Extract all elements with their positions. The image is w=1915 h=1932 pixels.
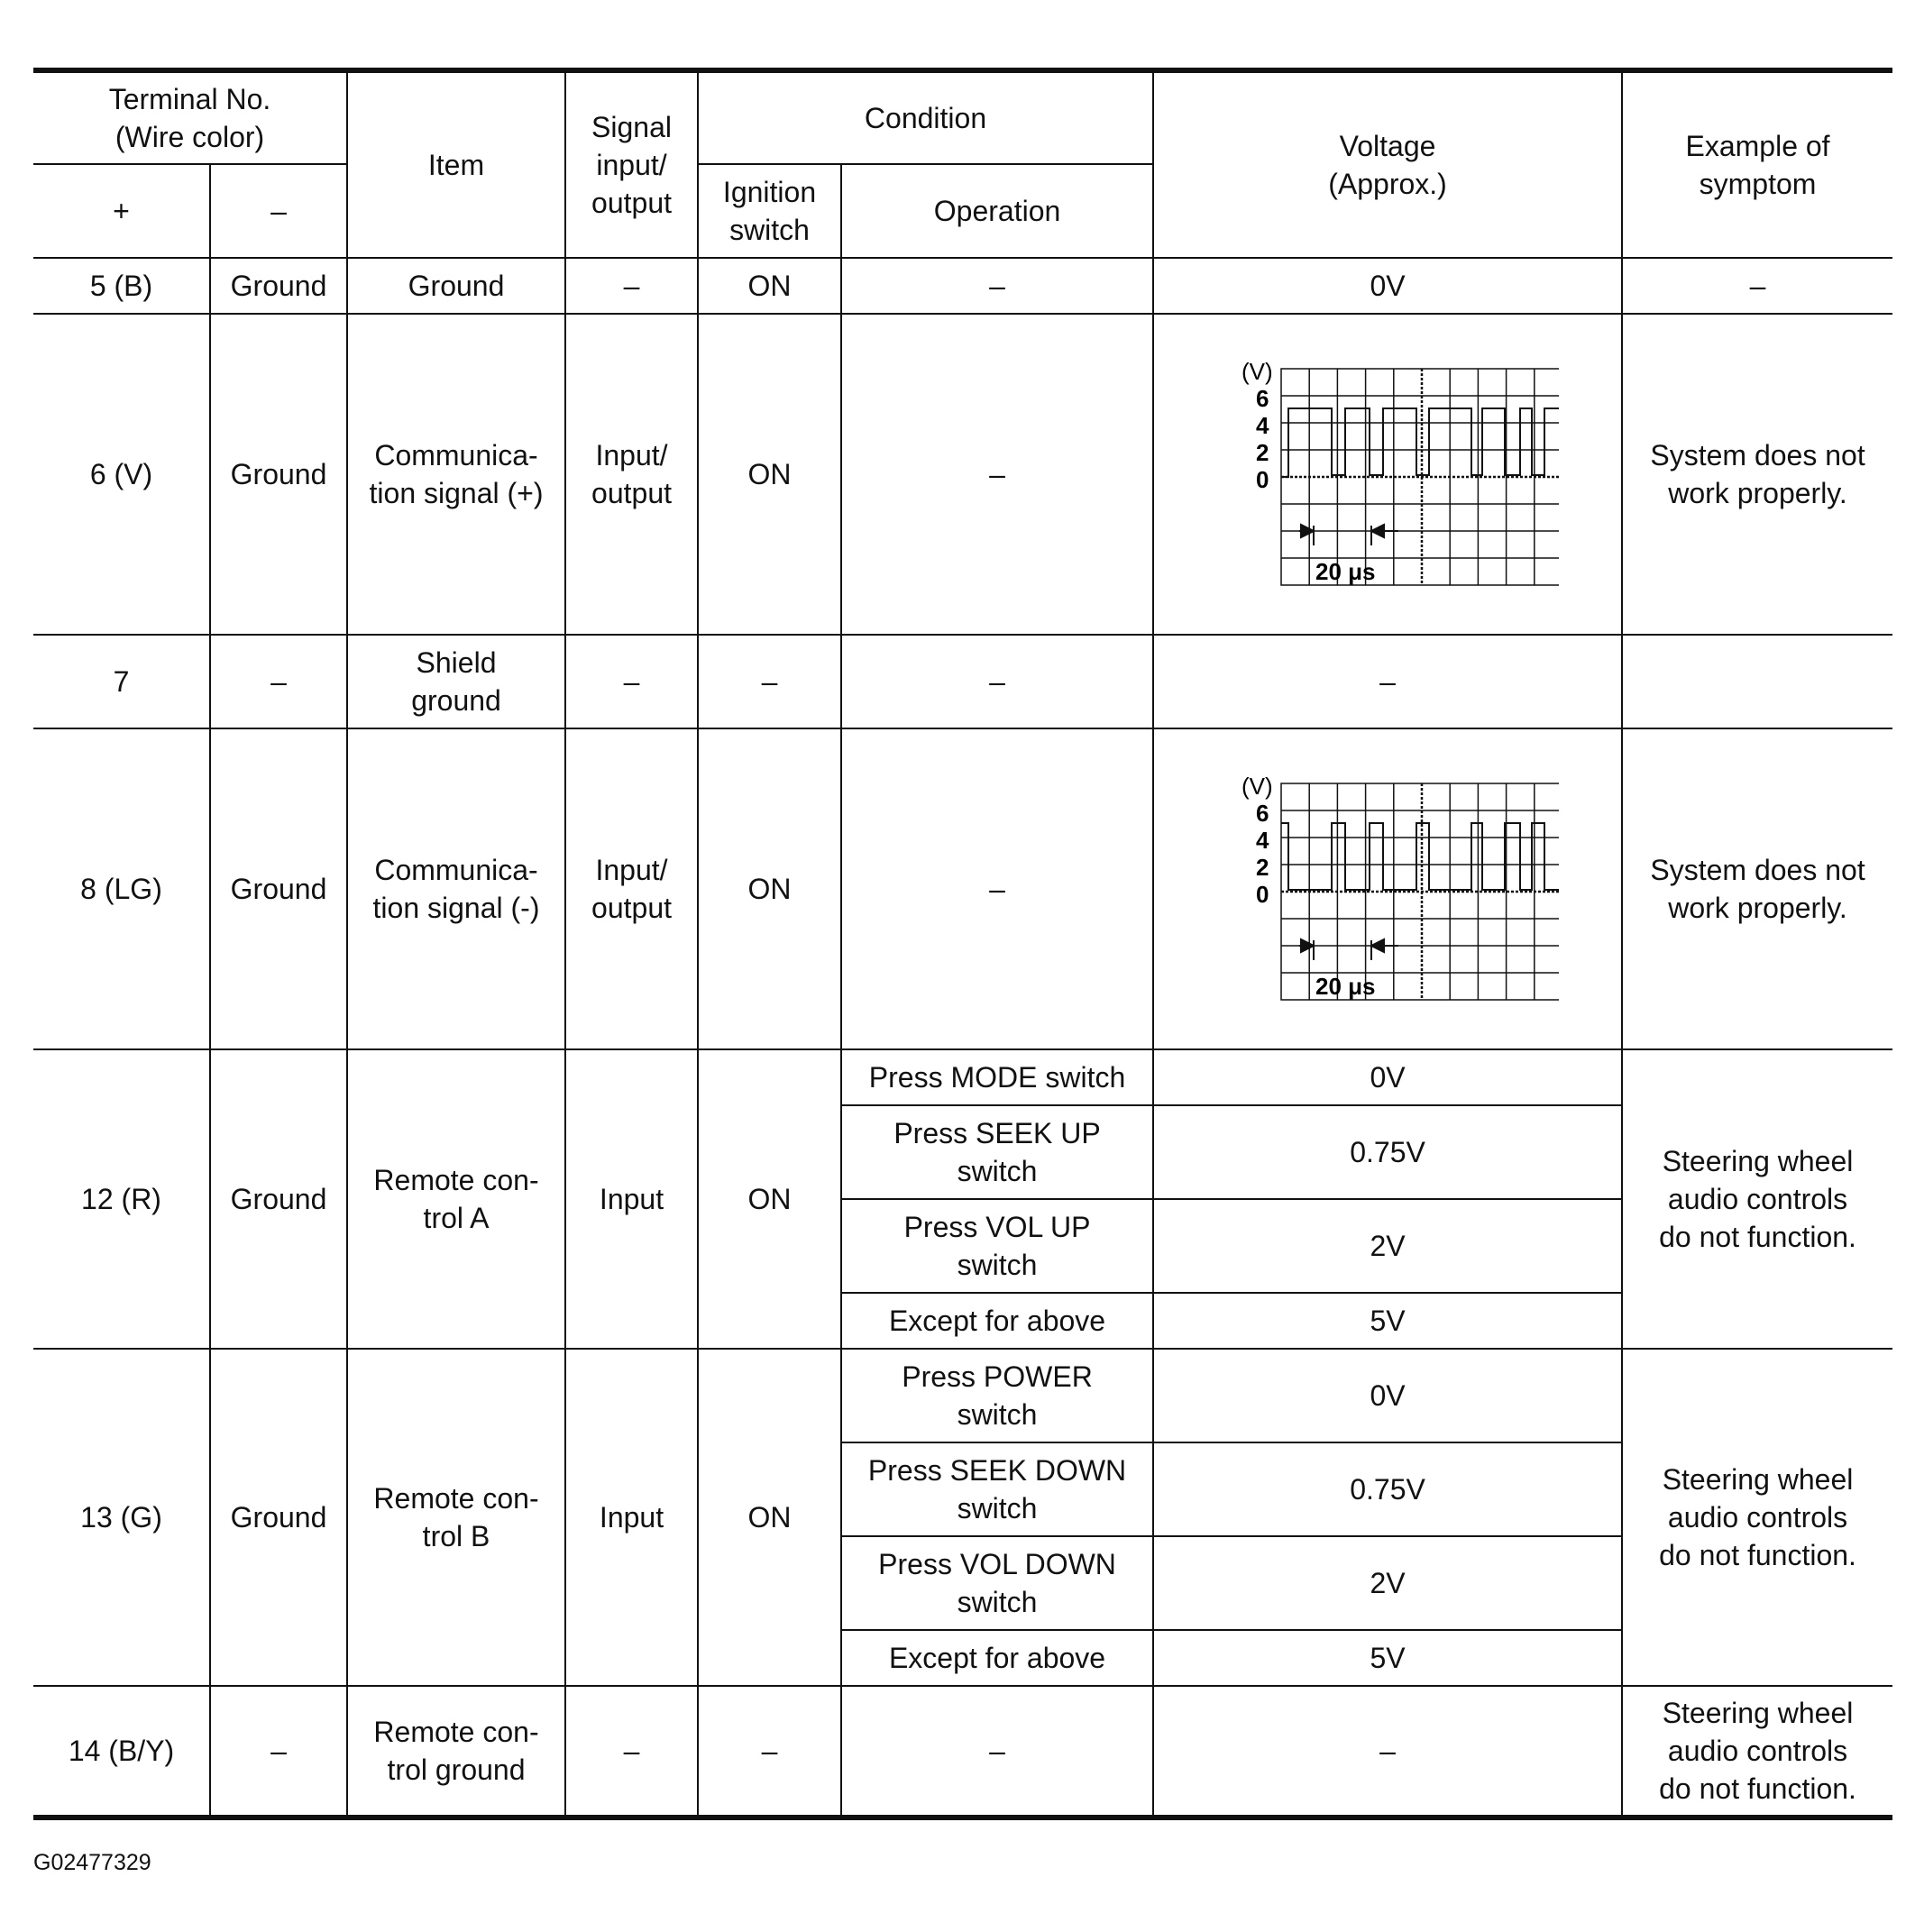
cell-voltage-waveform xyxy=(1153,314,1622,635)
cell-voltage: 0.75V xyxy=(1153,1105,1622,1199)
cell-voltage: 5V xyxy=(1153,1293,1622,1349)
cell-minus: – xyxy=(210,1686,347,1818)
cell-item: Shield ground xyxy=(347,635,565,728)
cell-plus: 13 (G) xyxy=(33,1349,210,1686)
header-terminal-no: Terminal No. (Wire color) xyxy=(33,70,347,164)
cell-operation: Press SEEK UP switch xyxy=(841,1105,1153,1199)
cell-symptom: System does not work properly. xyxy=(1622,728,1892,1049)
header-condition: Condition xyxy=(698,70,1153,164)
waveform-tick-label: 4 xyxy=(1256,827,1269,854)
cell-operation: – xyxy=(841,635,1153,728)
cell-operation: – xyxy=(841,258,1153,314)
waveform-tick-label: 2 xyxy=(1256,439,1269,466)
waveform-tick-label: 6 xyxy=(1256,385,1269,412)
cell-symptom: System does not work properly. xyxy=(1622,314,1892,635)
waveform-tick-label: 0 xyxy=(1256,466,1269,493)
cell-voltage: 5V xyxy=(1153,1630,1622,1686)
cell-plus: 14 (B/Y) xyxy=(33,1686,210,1818)
cell-operation: Press SEEK DOWN switch xyxy=(841,1442,1153,1536)
cell-io: Input/ output xyxy=(565,314,698,635)
table-row xyxy=(33,1049,1892,1105)
waveform-grid xyxy=(1281,369,1559,585)
cell-voltage: 0V xyxy=(1153,1349,1622,1442)
cell-item: Remote con- trol B xyxy=(347,1349,565,1686)
cell-plus: 6 (V) xyxy=(33,314,210,635)
cell-io: Input xyxy=(565,1049,698,1349)
cell-operation: – xyxy=(841,728,1153,1049)
cell-item: Ground xyxy=(347,258,565,314)
waveform-plus-diagram xyxy=(1216,353,1559,596)
table-row xyxy=(33,314,1892,635)
table-row xyxy=(33,258,1892,314)
cell-minus: Ground xyxy=(210,1049,347,1349)
waveform-unit-label: (V) xyxy=(1242,358,1273,385)
cell-operation: Except for above xyxy=(841,1293,1153,1349)
cell-ignition: ON xyxy=(698,728,841,1049)
cell-voltage: 0.75V xyxy=(1153,1442,1622,1536)
waveform-tick-label: 2 xyxy=(1256,854,1269,881)
waveform-time-label: 20 μs xyxy=(1315,558,1376,585)
cell-plus: 5 (B) xyxy=(33,258,210,314)
header-minus: – xyxy=(210,164,347,258)
table-row xyxy=(33,1349,1892,1442)
cell-voltage: – xyxy=(1153,635,1622,728)
cell-voltage: 0V xyxy=(1153,1049,1622,1105)
cell-plus: 7 xyxy=(33,635,210,728)
cell-symptom: – xyxy=(1622,258,1892,314)
header-operation: Operation xyxy=(841,164,1153,258)
cell-symptom: Steering wheel audio controls do not function. xyxy=(1622,1686,1892,1818)
time-span-arrows xyxy=(1299,939,1398,960)
cell-item: Remote con- trol A xyxy=(347,1049,565,1349)
cell-voltage: 2V xyxy=(1153,1536,1622,1630)
waveform-time-label: 20 μs xyxy=(1315,973,1376,1000)
cell-minus: Ground xyxy=(210,314,347,635)
cell-ignition: ON xyxy=(698,258,841,314)
cell-operation: Except for above xyxy=(841,1630,1153,1686)
header-ignition-switch: Ignition switch xyxy=(698,164,841,258)
cell-voltage: 0V xyxy=(1153,258,1622,314)
cell-minus: Ground xyxy=(210,728,347,1049)
cell-item: Communica- tion signal (-) xyxy=(347,728,565,1049)
waveform-minus-diagram xyxy=(1216,767,1559,1011)
cell-io: – xyxy=(565,258,698,314)
cell-minus: Ground xyxy=(210,258,347,314)
cell-symptom: Steering wheel audio controls do not function. xyxy=(1622,1349,1892,1686)
header-plus: + xyxy=(33,164,210,258)
cell-operation: Press POWER switch xyxy=(841,1349,1153,1442)
header-signal-io: Signal input/ output xyxy=(565,70,698,258)
cell-operation: Press MODE switch xyxy=(841,1049,1153,1105)
cell-item: Communica- tion signal (+) xyxy=(347,314,565,635)
cell-ignition: – xyxy=(698,1686,841,1818)
header-item: Item xyxy=(347,70,565,258)
waveform-tick-label: 0 xyxy=(1256,881,1269,908)
cell-operation: Press VOL DOWN switch xyxy=(841,1536,1153,1630)
cell-io: – xyxy=(565,635,698,728)
cell-operation: – xyxy=(841,1686,1153,1818)
waveform-trace xyxy=(1281,408,1559,477)
cell-plus: 8 (LG) xyxy=(33,728,210,1049)
cell-ignition: ON xyxy=(698,1049,841,1349)
cell-minus: – xyxy=(210,635,347,728)
waveform-unit-label: (V) xyxy=(1242,773,1273,800)
cell-voltage: 2V xyxy=(1153,1199,1622,1293)
cell-symptom xyxy=(1622,635,1892,728)
cell-ignition: – xyxy=(698,635,841,728)
waveform-grid xyxy=(1281,783,1559,1000)
cell-ignition: ON xyxy=(698,314,841,635)
cell-operation: Press VOL UP switch xyxy=(841,1199,1153,1293)
figure-id: G02477329 xyxy=(33,1850,151,1875)
header-symptom: Example of symptom xyxy=(1622,70,1892,258)
table-row xyxy=(33,1686,1892,1818)
header-voltage: Voltage (Approx.) xyxy=(1153,70,1622,258)
waveform-trace xyxy=(1281,823,1559,890)
time-span-arrows xyxy=(1299,525,1398,545)
cell-minus: Ground xyxy=(210,1349,347,1686)
cell-operation: – xyxy=(841,314,1153,635)
waveform-tick-label: 6 xyxy=(1256,800,1269,827)
cell-io: Input/ output xyxy=(565,728,698,1049)
cell-plus: 12 (R) xyxy=(33,1049,210,1349)
cell-voltage: – xyxy=(1153,1686,1622,1818)
cell-io: Input xyxy=(565,1349,698,1686)
table-row xyxy=(33,635,1892,728)
table-row xyxy=(33,728,1892,1049)
table-header xyxy=(33,70,1892,258)
waveform-tick-label: 4 xyxy=(1256,412,1269,439)
cell-io: – xyxy=(565,1686,698,1818)
cell-ignition: ON xyxy=(698,1349,841,1686)
cell-item: Remote con- trol ground xyxy=(347,1686,565,1818)
cell-symptom: Steering wheel audio controls do not function. xyxy=(1622,1049,1892,1349)
cell-voltage-waveform xyxy=(1153,728,1622,1049)
terminal-spec-table xyxy=(33,68,1892,1820)
